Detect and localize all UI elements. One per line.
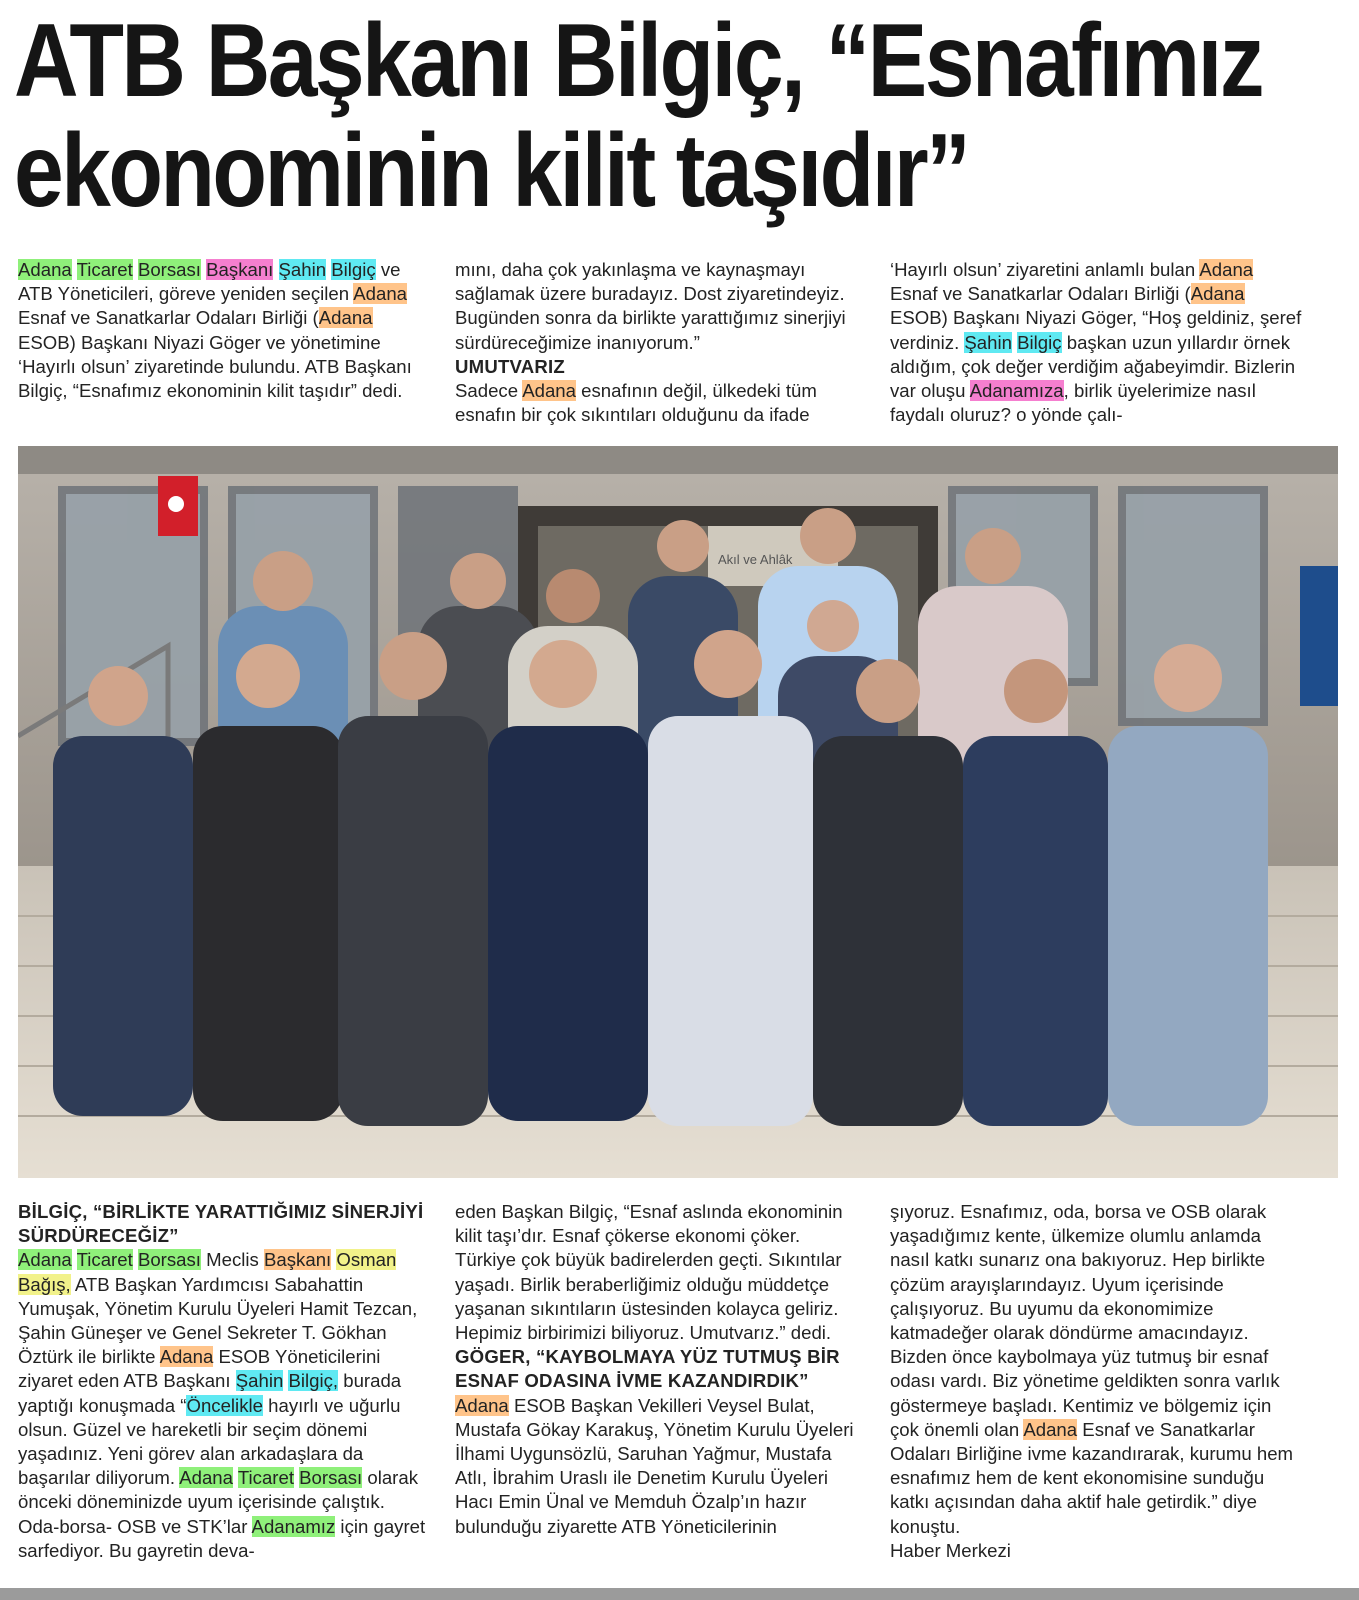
body-paragraph-4 [890, 1200, 1302, 1539]
text: ‘Hayırlı olsun’ ziyaretini anlamlı bulan [890, 259, 1200, 280]
group-photo-illustration [18, 446, 1338, 1178]
highlight: Başkanı [206, 259, 274, 280]
text: ve ATB Yöneticileri, göreve yeniden seçilen [18, 259, 401, 305]
text: Esnaf ve Sanatkarlar Odaları Birliği ( [18, 307, 319, 329]
highlight: Başkanı [264, 1249, 332, 1271]
highlight: Ticaret [237, 1467, 294, 1489]
highlight: Borsası [137, 1249, 201, 1271]
highlight: Adana [522, 380, 576, 402]
highlight: Şahin [235, 1370, 284, 1392]
text: burada yaptığı konuşmada “ [18, 1370, 402, 1416]
highlight: Adana [179, 1467, 233, 1489]
body-column-1 [18, 1200, 430, 1563]
highlight: Bilgiç [1017, 331, 1062, 353]
text: , birlik üyelerimize nasıl faydalı oluruz? o yönde çalı- [890, 380, 1256, 426]
text: olarak önceki döneminizde uyum içerisinde çalıştık. Oda-borsa- OSB ve STK’lar [18, 1467, 419, 1537]
body-paragraph-3 [455, 1394, 865, 1539]
highlight: Osman [336, 1249, 397, 1271]
highlight: Adana [159, 1346, 214, 1368]
highlight: Şahin [278, 259, 327, 280]
bottom-rule [0, 1588, 1359, 1600]
highlight: Adanamız [251, 1515, 336, 1537]
text: ESOB) Başkanı Niyazi Göger, “Hoş geldiniz, şeref verdiniz. [890, 307, 1302, 353]
subhead-bilgic: BİLGİÇ, “BİRLİKTE YARATTIĞIMIZ SİNERJİYİ SÜRDÜRECEĞİZ” [18, 1201, 424, 1247]
highlight: Bilgiç, [288, 1370, 339, 1392]
text: Esnaf ve Sanatkarlar Odaları Birliğine ivme kazandırarak, kurumu hem esnafımız hem de kent ekonomisine sunduğu katkı açısından daha aktif hale getirdik.” diye konuştu. [890, 1418, 1294, 1537]
byline: Haber Merkezi [890, 1539, 1011, 1561]
group-photo [18, 446, 1338, 1178]
body-column-3 [890, 1200, 1302, 1563]
intro-paragraph-2: mını, daha çok yakınlaşma ve kaynaşmayı sağlamak üzere buradayız. Dost ziyaretindeyiz. Bugünden sonra da birlikte yarattığımız sinerjiyi sürdüreceğimize inanıyorum.” [455, 259, 846, 353]
headline-line-2: ekonominin kilit taşıdır” [14, 113, 969, 229]
highlight: Adana [1199, 259, 1254, 280]
text: hayırlı ve uğurlu olsun. Güzel ve hareketli bir seçim dönemi yaşadınız. Yeni görev alan arkadaşlara da başarılar diliyorum. [18, 1394, 401, 1489]
text: ATB Başkan Yardımcısı Sabahattin Yumuşak, Yönetim Kurulu Üyeleri Hamit Tezcan, Şahin Güneşer ve Genel Sekreter T. Gökhan Öztürk ile birlikte [18, 1273, 418, 1368]
text: başkan uzun yıllardır örnek aldığım, çok değer verdiğim ağabeyimdir. Bizlerin var oluşu [890, 331, 1296, 402]
text: esnafının değil, ülkedeki tüm esnafın bir çok sıkıntıları olduğunu da ifade [455, 380, 817, 426]
highlight: Şahin [964, 331, 1012, 353]
body-paragraph-2: eden Başkan Bilgiç, “Esnaf aslında ekonominin kilit taşı’dır. Esnaf çökerse ekonomi çöker. Türkiye çok büyük badirelerden geçti. Sıkıntılar yaşadı. Birlik beraberliğimiz olduğu müddetçe yaşanan sıkıntıların üstesinden kolayca geliriz. Hepimiz birbirimizi biliyoruz. Umutvarız.” dedi. [455, 1201, 843, 1344]
text: için gayret sarfediyor. Bu gayretin deva- [18, 1515, 426, 1561]
intro-paragraph-3 [455, 379, 865, 427]
highlight: Borsası [137, 259, 201, 280]
text: Sadece [455, 380, 523, 402]
intro-column-2 [455, 258, 865, 427]
intro-paragraph-4 [890, 258, 1302, 427]
highlight: Bağış, [18, 1273, 71, 1295]
highlight: Öncelikle [186, 1394, 263, 1416]
highlight: Adana [318, 307, 373, 329]
subhead-umutvariz: UMUTVARIZ [455, 355, 565, 377]
highlight: Borsası [299, 1467, 363, 1489]
text: ESOB) Başkanı Niyazi Göger ve yönetimine ‘Hayırlı olsun’ ziyaretinde bulundu. ATB Başkanı Bilgiç, “Esnafımız ekonominin kilit taşıdır” dedi. [18, 331, 412, 402]
sign-text: Akıl ve Ahlâk [718, 552, 793, 567]
highlight: Adanamıza [969, 380, 1064, 402]
highlight: Bilgiç [331, 259, 376, 280]
body-paragraph-1 [18, 1248, 430, 1563]
highlight: Ticaret [76, 1249, 133, 1271]
highlight: Adana [18, 1249, 72, 1271]
highlight: Adana [1023, 1418, 1078, 1440]
headline [14, 3, 1262, 229]
text: ESOB Başkan Vekilleri Veysel Bulat, Mustafa Gökay Karakuş, Yönetim Kurulu Üyeleri İlhami Uygunsözlü, Saruhan Yağmur, Mustafa Atlı, İbrahim Uraslı ile Denetim Kurulu Üyeleri Hacı Emin Ünal ve Memduh Özalp’ın hazır bulunduğu ziyarette ATB Yöneticilerinin [455, 1394, 854, 1537]
body-column-2 [455, 1200, 865, 1539]
text: Esnaf ve Sanatkarlar Odaları Birliği ( [890, 283, 1191, 305]
highlight: Adana [353, 283, 408, 305]
subhead-goger: GÖGER, “KAYBOLMAYA YÜZ TUTMUŞ BİR ESNAF ODASINA İVME KAZANDIRDIK” [455, 1346, 840, 1392]
highlight: Adana [455, 1394, 509, 1416]
highlight: Adana [1190, 283, 1245, 305]
highlight: Adana [18, 259, 72, 280]
intro-paragraph-1 [18, 258, 430, 403]
highlight: Ticaret [76, 259, 133, 280]
text: Meclis [200, 1249, 265, 1271]
intro-column-3 [890, 258, 1302, 427]
text: ESOB Yöneticilerini ziyaret eden ATB Başkanı [18, 1346, 381, 1392]
intro-column-1 [18, 258, 430, 403]
headline-line-1: ATB Başkanı Bilgiç, “Esnafımız [14, 3, 1262, 119]
text: şıyoruz. Esnafımız, oda, borsa ve OSB olarak yaşadığımız kente, ülkemize olumlu anlamda nasıl katkı sunarız ona bakıyoruz. Hep birlikte çözüm arayışlarındayız. Uyum içerisinde çalışıyoruz. Bu uyumu da ekonomimize katmadeğer olarak döndürme amacındayız. Bizden önce kaybolmaya yüz tutmuş bir esnaf odası vardı. Biz yönetime geldikten sonra varlık göstermeye başladı. Kentimiz ve bölgemiz için çok önemli olan [890, 1201, 1280, 1440]
